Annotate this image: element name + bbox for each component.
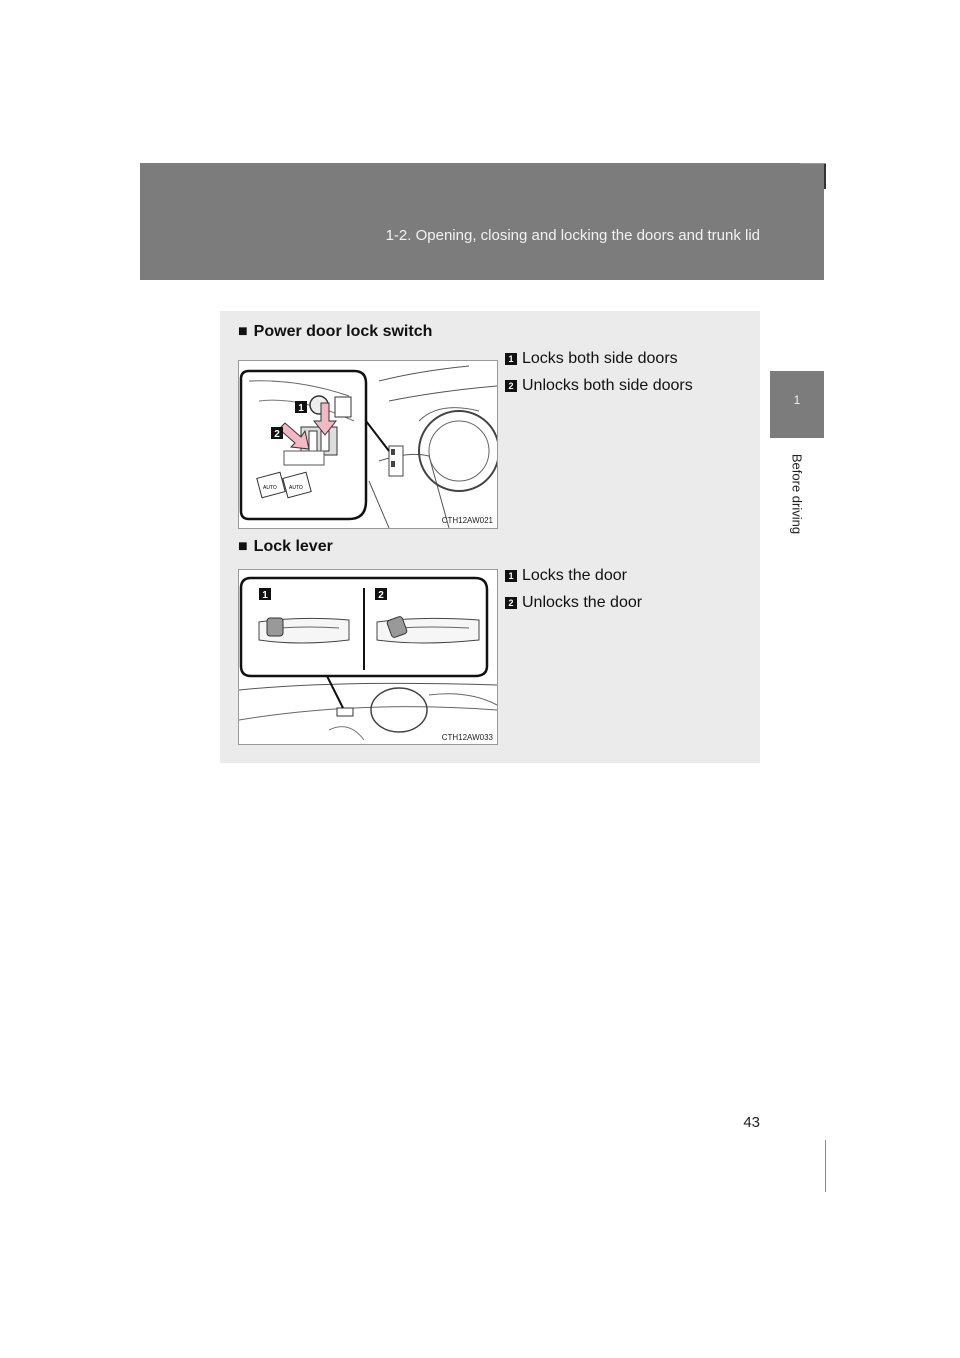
lock-lever-illustration: [239, 570, 497, 744]
number-badge: 1: [505, 570, 517, 582]
door-switch-illustration: [239, 361, 497, 528]
number-badge: 2: [505, 380, 517, 392]
crop-mark: [824, 163, 826, 189]
page-number: 43: [743, 1114, 760, 1131]
page-header: [140, 163, 824, 280]
auto-label: AUTO: [289, 485, 303, 491]
chapter-number: 1: [793, 393, 801, 407]
legend-lock-lever: [505, 567, 642, 621]
legend-text: Unlocks both side doors: [522, 377, 693, 394]
legend-text: Locks both side doors: [522, 350, 678, 367]
callout-2-label: 2: [378, 590, 384, 601]
callout-2-label: 2: [274, 429, 280, 440]
legend-text: Unlocks the door: [522, 594, 643, 611]
crop-mark: [800, 163, 826, 164]
chapter-title: 1-2. Opening, closing and locking the doors and trunk lid: [385, 227, 760, 244]
section-title-power-door-lock: ■ Power door lock switch: [238, 323, 433, 340]
legend-power-door-lock: [505, 350, 693, 404]
bullet-square-icon: ■: [238, 323, 248, 340]
legend-text: Locks the door: [522, 567, 627, 584]
legend-item: [505, 350, 693, 368]
callout-1-label: 1: [262, 590, 268, 601]
figure-code: CTH12AW021: [441, 516, 493, 525]
number-badge: 2: [505, 597, 517, 609]
crop-mark: [825, 1140, 826, 1192]
section-title-lock-lever: ■ Lock lever: [238, 538, 333, 555]
auto-label: AUTO: [263, 485, 277, 491]
callout-1-label: 1: [298, 403, 304, 414]
content-panel: [220, 311, 760, 763]
chapter-tab: [770, 371, 824, 438]
figure-lock-lever: [238, 569, 498, 745]
bullet-square-icon: ■: [238, 538, 248, 555]
legend-item: [505, 594, 642, 612]
number-badge: 1: [505, 353, 517, 365]
figure-power-door-lock-switch: [238, 360, 498, 529]
chapter-label: Before driving: [789, 453, 805, 535]
figure-code: CTH12AW033: [441, 733, 493, 742]
legend-item: [505, 567, 642, 585]
legend-item: [505, 377, 693, 395]
